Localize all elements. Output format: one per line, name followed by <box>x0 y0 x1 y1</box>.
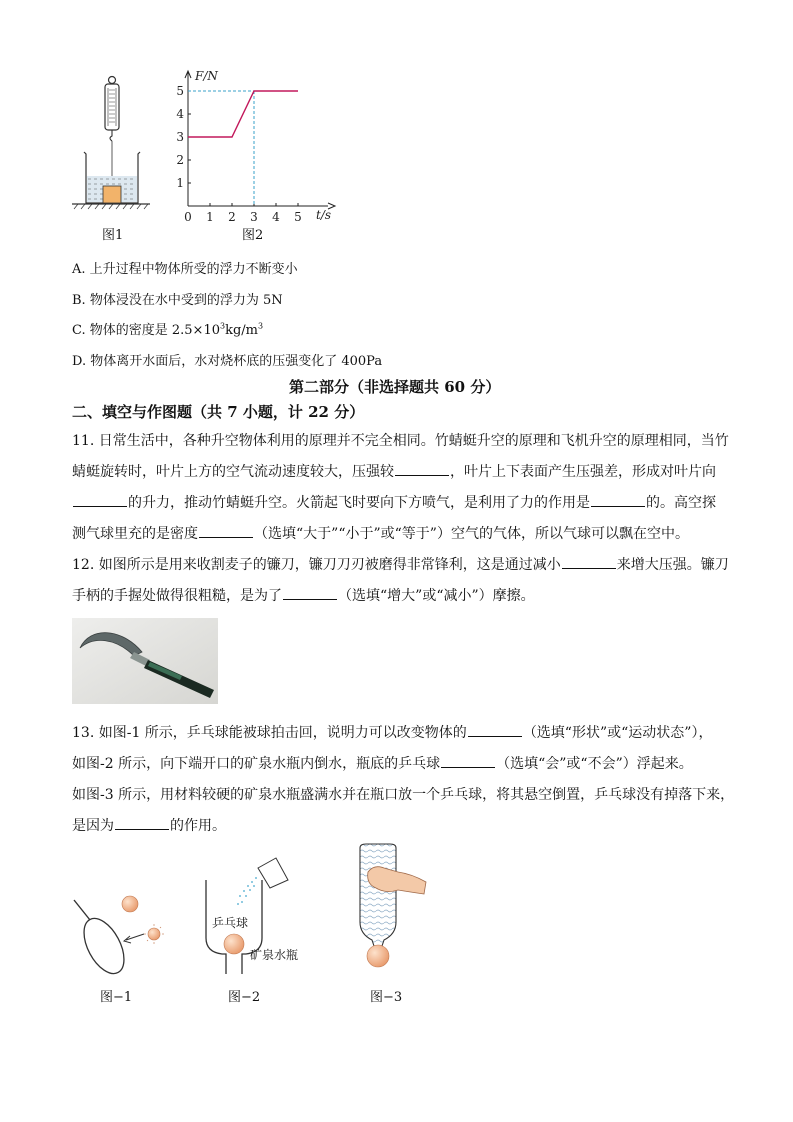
q11-line-4-b: （选填“大于”“小于”或“等于”）空气的气体，所以气球可以飘在空中。 <box>254 526 689 542</box>
series-layer <box>188 91 298 137</box>
x-tick-label: 2 <box>228 210 236 224</box>
option-c-exponent: 3 <box>220 321 226 331</box>
x-tick-label: 1 <box>206 210 214 224</box>
y-tick-label: 3 <box>176 130 184 144</box>
q13-line-1-a: 13. 如图-1 所示，乒乓球能被球拍击回，说明力可以改变物体的 <box>72 725 467 741</box>
q11-line-3 <box>72 492 716 512</box>
y-tick-label: 5 <box>176 84 184 98</box>
figure-13-3-caption: 图−3 <box>370 990 403 1005</box>
q13-line-2 <box>72 753 693 773</box>
sickle-photo <box>72 618 218 704</box>
q13-line-4-b: 的作用。 <box>170 818 226 834</box>
x-tick-labels <box>184 210 302 224</box>
q11-blank-4 <box>199 525 253 538</box>
figure-2-caption: 图2 <box>242 228 264 243</box>
q12-line-1 <box>72 554 729 574</box>
y-axis-label: F/N <box>195 69 218 83</box>
y-tick-label: 2 <box>176 153 184 167</box>
q11-line-3-b: 的升力，推动竹蜻蜓升空。火箭起飞时要向下方喷气，是利用了力的作用是 <box>128 495 590 511</box>
paddle-ball-illustration <box>68 888 168 978</box>
x-tick-label: 4 <box>272 210 280 224</box>
label-ping-pong-ball: 乒乓球 <box>212 916 249 930</box>
figure-13-1-caption: 图−1 <box>100 990 133 1005</box>
option-c-prefix: C. 物体的密度是 2.5×10 <box>72 323 220 338</box>
q13-blank-2 <box>441 755 495 768</box>
q11-line-2-b: ，叶片上下表面产生压强差，形成对叶片向 <box>450 464 716 480</box>
q11-line-2 <box>72 461 716 481</box>
q13-line-3: 如图-3 所示，用材料较硬的矿泉水瓶盛满水并在瓶口放一个乒乓球，将其悬空倒置，乒乓球没有掉落下来， <box>72 787 735 803</box>
q12-line-2 <box>72 585 535 605</box>
q13-blank-1 <box>468 724 522 737</box>
axis-ticks <box>188 91 298 206</box>
y-tick-label: 4 <box>176 107 184 121</box>
q13-line-1 <box>72 722 712 742</box>
figure-1-caption: 图1 <box>102 228 124 243</box>
q13-blank-3 <box>115 817 169 830</box>
force-time-graph <box>168 66 340 226</box>
x-tick-label: 5 <box>294 210 302 224</box>
q11-line-3-c: 的。高空探 <box>646 495 716 511</box>
label-water-bottle: 矿泉水瓶 <box>250 948 299 962</box>
y-tick-label: 1 <box>176 176 184 190</box>
q11-line-4-a: 测气球里充的是密度 <box>72 526 198 542</box>
section-2-title: 二、填空与作图题（共 7 小题，计 22 分） <box>72 403 365 421</box>
figure-13-2-caption: 图−2 <box>228 990 261 1005</box>
q13-line-4 <box>72 815 226 835</box>
x-axis-label: t/s <box>316 208 332 222</box>
sickle-illustration <box>72 618 218 704</box>
figure-13-3 <box>352 842 432 976</box>
q11-line-2-a: 蜻蜓旋转时，叶片上方的空气流动速度较大，压强较 <box>72 464 394 480</box>
q13-line-2-a: 如图-2 所示，向下端开口的矿泉水瓶内倒水，瓶底的乒乓球 <box>72 756 441 772</box>
x-tick-label: 0 <box>184 210 192 224</box>
q12-blank-2 <box>283 587 337 600</box>
option-b: B. 物体浸没在水中受到的浮力为 5N <box>72 293 283 308</box>
series-line-F <box>188 91 298 137</box>
figure-1 <box>70 72 152 217</box>
spring-scale-beaker-illustration <box>70 72 152 217</box>
y-tick-labels <box>176 84 184 190</box>
q12-blank-1 <box>562 556 616 569</box>
x-tick-label: 3 <box>250 210 258 224</box>
figure-2-chart <box>168 66 340 226</box>
q11-line-4 <box>72 523 689 543</box>
option-d: D. 物体离开水面后，水对烧杯底的压强变化了 400Pa <box>72 354 383 369</box>
q12-line-1-b: 来增大压强。镰刀 <box>616 557 729 573</box>
q11-blank-3 <box>591 494 645 507</box>
option-c-unit: kg/m <box>225 323 258 338</box>
dashed-guides <box>188 91 254 206</box>
option-c-unit-exponent: 3 <box>258 321 264 331</box>
q13-line-2-b: （选填“会”或“不会”）浮起来。 <box>496 756 693 772</box>
option-c <box>72 319 263 338</box>
q12-line-1-a: 12. 如图所示是用来收割麦子的镰刀，镰刀刀刃被磨得非常锋利，这是通过减小 <box>72 557 561 573</box>
q13-line-1-b: （选填“形状”或“运动状态”）， <box>522 725 713 741</box>
q11-line-1: 11. 日常生活中，各种升空物体利用的原理并不完全相同。竹蜻蜓升空的原理和飞机升空的原理相同，当竹 <box>72 433 729 449</box>
q11-blank-1 <box>395 463 449 476</box>
q12-line-2-a: 手柄的手握处做得很粗糙，是为了 <box>72 588 282 604</box>
option-a: A. 上升过程中物体所受的浮力不断变小 <box>72 262 298 277</box>
part-2-title: 第二部分（非选择题共 60 分） <box>289 378 501 396</box>
q13-line-4-a: 是因为 <box>72 818 114 834</box>
q11-blank-2 <box>73 494 127 507</box>
q12-line-2-b: （选填“增大”或“减小”）摩擦。 <box>338 588 535 604</box>
figure-13-1 <box>68 888 168 978</box>
inverted-bottle-illustration <box>352 842 432 976</box>
